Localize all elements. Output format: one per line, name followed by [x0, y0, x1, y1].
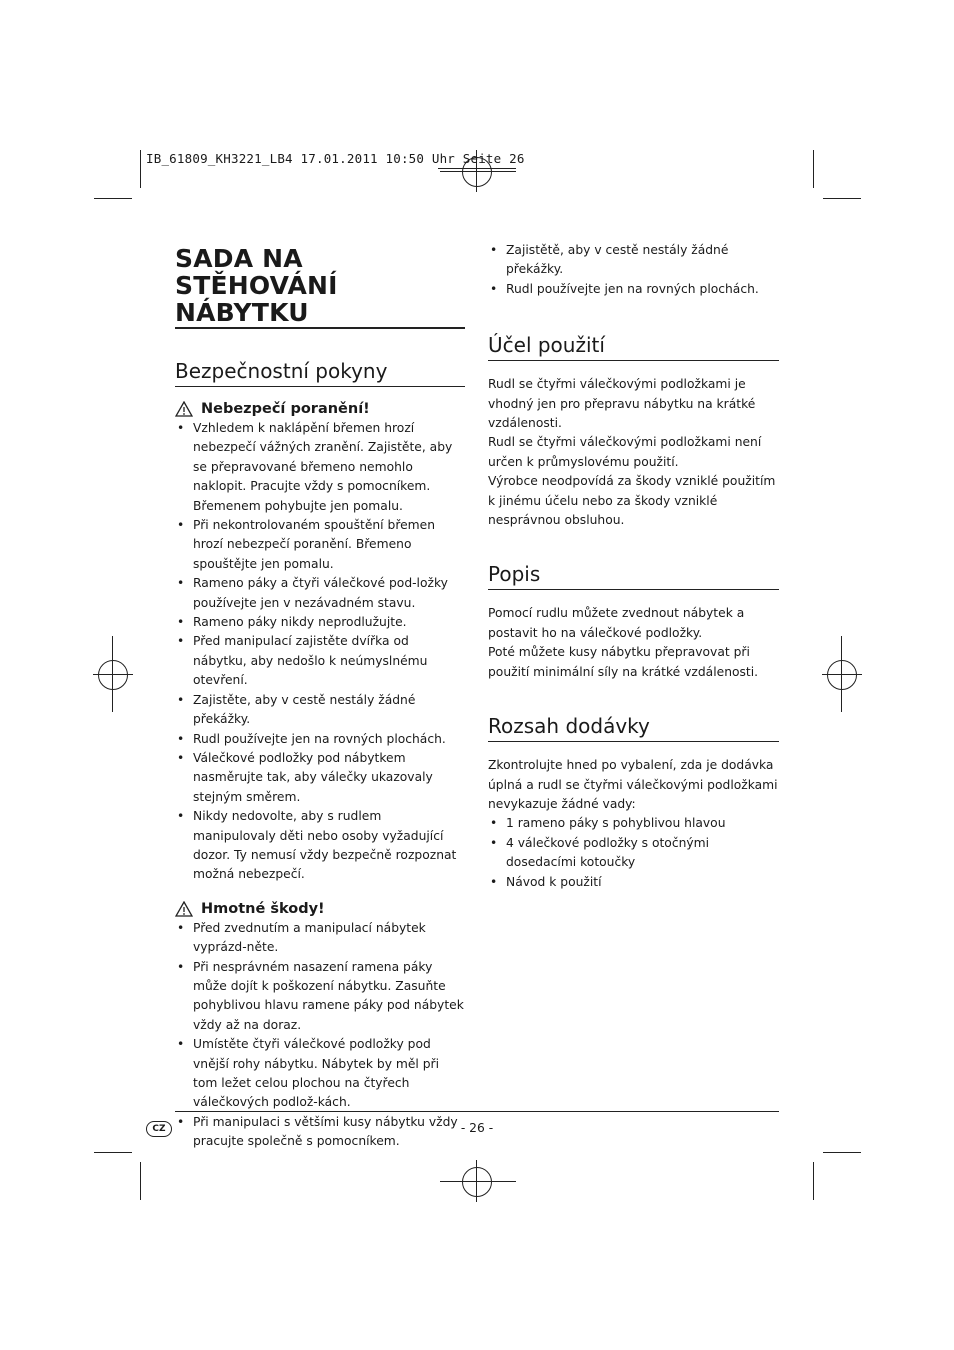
page-title	[175, 245, 465, 329]
crop-mark	[140, 150, 141, 188]
footer-rule	[175, 1111, 779, 1112]
list-item: • Při nesprávném nasazení ramena páky může dojít k poškození nábytku. Zasuňte pohyblivou hlavu ramene páky pod nábytek vždy až na doraz.	[175, 958, 465, 1036]
paragraph: Výrobce neodpovídá za škody vzniklé použitím k jinému účelu nebo za škody vzniklé nesprávnou obsluhou.	[488, 474, 776, 528]
injury-warning-label: Nebezpečí poranění!	[201, 401, 370, 417]
injury-warning-heading	[175, 401, 465, 417]
delivery-intro: Zkontrolujte hned po vybalení, zda je dodávka úplná a rudl se čtyřmi válečkovými podložkami nevykazuje žádné vady:	[488, 758, 778, 811]
print-header-underline	[438, 168, 516, 169]
list-item: • Rameno páky a čtyři válečkové pod-ložky používejte jen v nezávadném stavu.	[175, 574, 465, 613]
registration-mark	[822, 674, 862, 675]
delivery-heading: Rozsah dodávky	[488, 714, 779, 742]
damage-warning-heading	[175, 901, 465, 917]
list-item: • 1 rameno páky s pohyblivou hlavou	[488, 814, 779, 833]
registration-mark	[440, 1181, 516, 1182]
safety-heading: Bezpečnostní pokyny	[175, 359, 465, 387]
crop-mark	[94, 198, 132, 199]
paragraph: Rudl se čtyřmi válečkovými podložkami není určen k průmyslovému použití.	[488, 435, 762, 469]
language-badge: CZ	[146, 1121, 172, 1137]
crop-mark	[813, 1162, 814, 1200]
registration-mark	[462, 1167, 492, 1197]
crop-mark	[94, 1152, 132, 1153]
registration-mark	[827, 660, 857, 690]
list-item: • Zajistětě, aby v cestě nestály žádné překážky.	[488, 241, 779, 280]
list-item: • Nikdy nedovolte, aby s rudlem manipulovaly děti nebo osoby vyžadující dozor. Ty nemusí vždy bezpečně rozpoznat možná nebezpečí.	[175, 807, 465, 885]
list-item: • Válečkové podložky pod nábytkem nasměrujte tak, aby válečky ukazovaly stejným směrem.	[175, 749, 465, 807]
page-number: - 26 -	[460, 1121, 494, 1135]
title-line-1: SADA NA STĚHOVÁNÍ	[175, 244, 338, 300]
damage-warning-label: Hmotné škody!	[201, 900, 325, 917]
list-item: • Rudl používejte jen na rovných plochách.	[488, 280, 779, 299]
registration-mark	[440, 171, 516, 172]
paragraph: Pomocí rudlu můžete zvednout nábytek a postavit ho na válečkové podložky.	[488, 606, 745, 640]
list-item: • Umístěte čtyři válečkové podložky pod vnější rohy nábytku. Nábytek by měl při tom ležet celou plochou na čtyřech válečkových podlož-kách.	[175, 1035, 465, 1113]
title-line-2: NÁBYTKU	[175, 298, 309, 327]
left-column	[175, 245, 465, 1152]
warning-icon	[175, 401, 193, 417]
continued-list	[488, 241, 779, 299]
list-item: • Vzhledem k naklápění břemen hrozí nebezpečí vážných zranění. Zajistěte, aby se přepravované břemeno nemohlo naklopit. Pracujte vždy s pomocníkem. Břemenem pohybujte jen pomalu.	[175, 419, 465, 516]
injury-list	[175, 419, 465, 885]
list-item: • Rudl používejte jen na rovných plochách.	[175, 730, 465, 749]
paragraph: Poté můžete kusy nábytku přepravovat při použití minimální síly na krátké vzdálenosti.	[488, 645, 759, 679]
list-item: • Při manipulaci s většími kusy nábytku vždy pracujte společně s pomocníkem.	[175, 1113, 465, 1152]
description-heading: Popis	[488, 562, 779, 590]
purpose-text	[488, 375, 779, 530]
crop-mark	[140, 1162, 141, 1200]
list-item: • 4 válečkové podložky s otočnými dosedacími kotoučky	[488, 834, 779, 873]
description-text	[488, 604, 779, 682]
registration-mark	[93, 674, 133, 675]
list-item: • Před zvednutím a manipulací nábytek vyprázd-něte.	[175, 919, 465, 958]
crop-mark	[813, 150, 814, 188]
print-header: IB_61809_KH3221_LB4 17.01.2011 10:50 Uhr Seite 26	[146, 151, 525, 166]
list-item: • Při nekontrolovaném spouštění břemen hrozí nebezpečí poranění. Břemeno spouštějte jen pomalu.	[175, 516, 465, 574]
paragraph: Rudl se čtyřmi válečkovými podložkami je vhodný jen pro přepravu nábytku na krátké vzdálenosti.	[488, 377, 756, 431]
purpose-heading: Účel použití	[488, 333, 779, 361]
delivery-list	[488, 814, 779, 892]
damage-list	[175, 919, 465, 1152]
list-item: • Před manipulací zajistěte dvířka od nábytku, aby nedošlo k neúmyslnému otevření.	[175, 632, 465, 690]
right-column	[488, 241, 779, 892]
list-item: • Zajistěte, aby v cestě nestály žádné překážky.	[175, 691, 465, 730]
crop-mark	[823, 1152, 861, 1153]
list-item: • Rameno páky nikdy neprodlužujte.	[175, 613, 465, 632]
list-item: • Návod k použití	[488, 873, 779, 892]
crop-mark	[823, 198, 861, 199]
registration-mark	[98, 660, 128, 690]
warning-icon	[175, 901, 193, 917]
